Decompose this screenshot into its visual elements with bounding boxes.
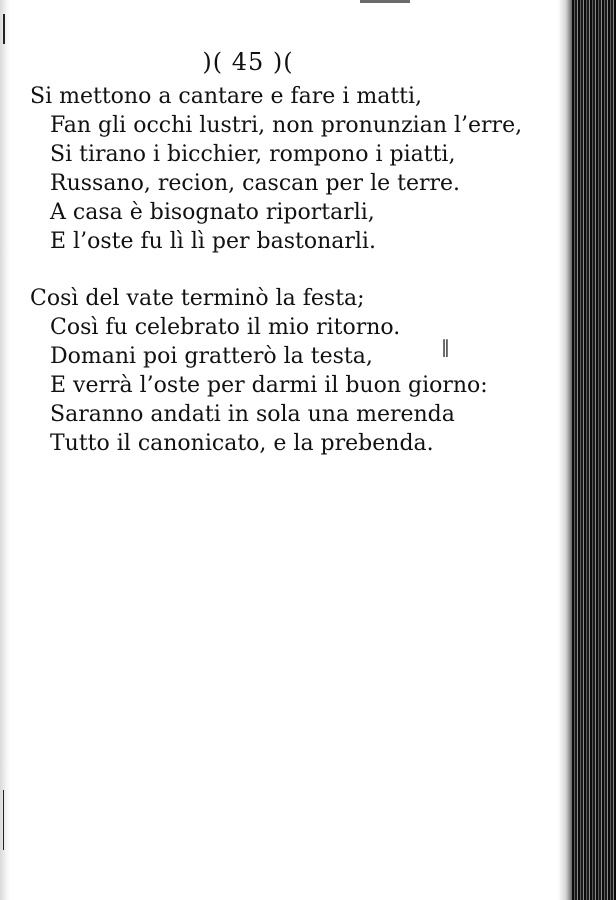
verse-line: Domani poi gratterò la testa, [50, 344, 373, 369]
page-number: )( 45 )( [202, 48, 294, 76]
page-edge-scrap [360, 0, 410, 3]
binding-shadow [0, 0, 10, 900]
verse-line: Così fu celebrato il mio ritorno. [50, 315, 401, 340]
verse-line: Si tirano i bicchier, rompono i piatti, [50, 142, 456, 167]
verse-line: Tutto il canonicato, e la prebenda. [50, 431, 434, 456]
verse-line: A casa è bisognato riportarli, [50, 200, 375, 225]
stanza-1 [30, 82, 523, 256]
margin-mark: ‖ [441, 337, 450, 358]
verse-line: E l’oste fu lì lì per bastonarli. [50, 229, 376, 254]
stacked-page-edges [572, 0, 616, 900]
binding-mark [3, 790, 4, 850]
verse-line: Saranno andati in sola una merenda [50, 402, 455, 427]
verse-line: E verrà l’oste per darmi il buon giorno: [50, 373, 488, 398]
page-edge-shadow [558, 0, 572, 900]
verse-line: Russano, recion, cascan per le terre. [50, 171, 461, 196]
verse-line: Fan gli occhi lustri, non pronunzian l’erre, [50, 113, 523, 138]
binding-mark [3, 14, 5, 44]
stanza-2 [30, 284, 510, 458]
verse-line: Così del vate terminò la festa; [30, 286, 365, 311]
verse-line: Si mettono a cantare e fare i matti, [30, 84, 423, 109]
